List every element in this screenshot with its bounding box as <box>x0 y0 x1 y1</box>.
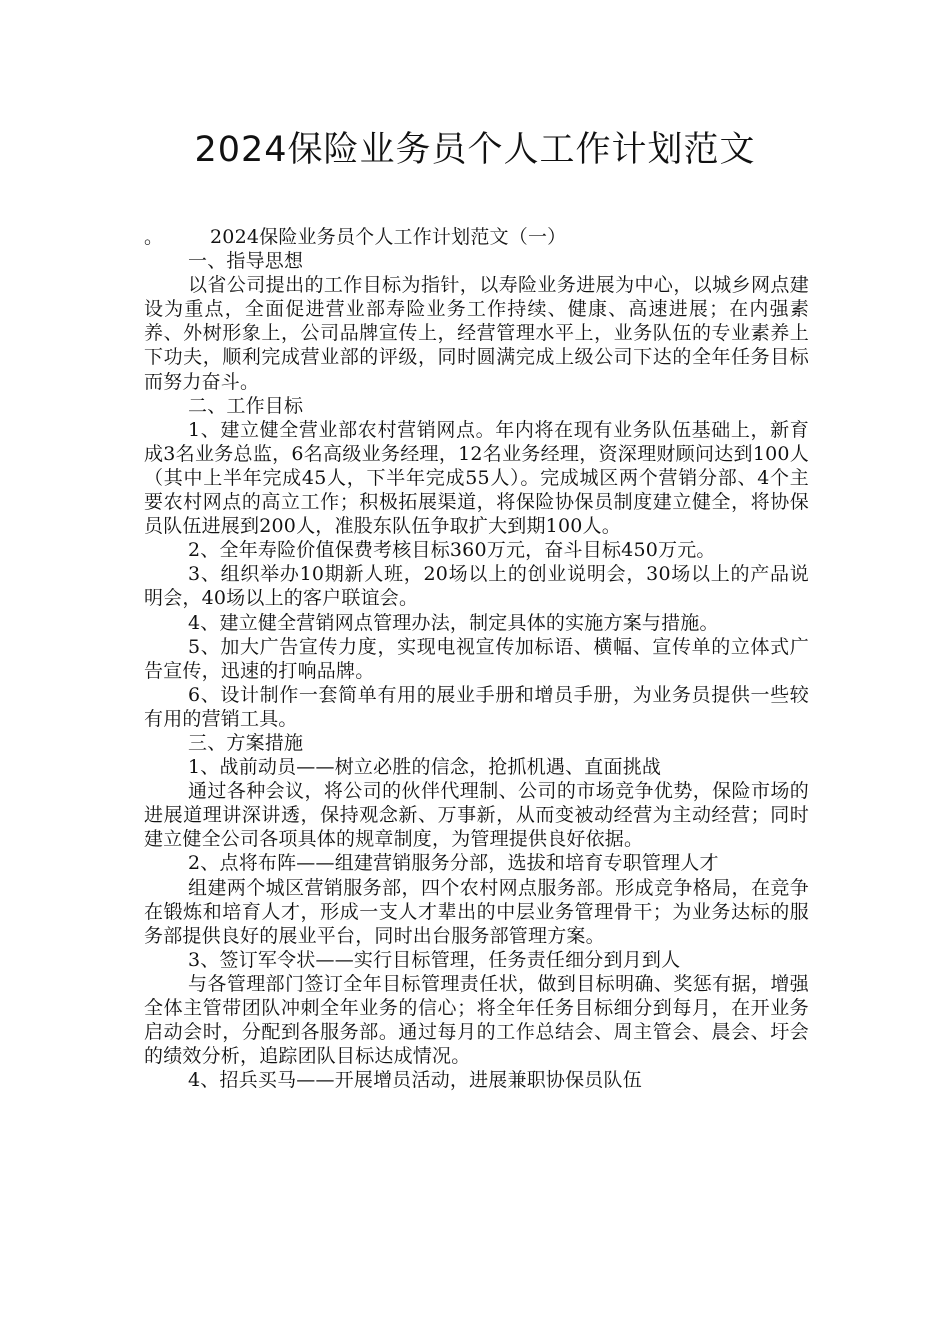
document-subtitle <box>144 225 809 249</box>
document-body <box>144 225 809 1092</box>
section-heading: 三、方案措施 <box>188 731 304 754</box>
subtitle-text: 2024保险业务员个人工作计划范文（一） <box>210 226 567 248</box>
paragraph: 3、组织举办10期新人班，20场以上的创业说明会，30场以上的产品说明会，40场以上的客户联谊会。 <box>144 563 809 610</box>
document-title: 2024保险业务员个人工作计划范文 <box>194 130 756 170</box>
subsection-heading: 2、点将布阵——组建营销服务分部，选拔和培育专职管理人才 <box>188 852 719 875</box>
paragraph: 2、全年寿险价值保费考核目标360万元，奋斗目标450万元。 <box>188 539 716 562</box>
section-heading: 一、指导思想 <box>188 250 304 273</box>
subsection-heading: 1、战前动员——树立必胜的信念，抢抓机遇、直面挑战 <box>188 756 662 779</box>
paragraph: 1、建立健全营业部农村营销网点。年内将在现有业务队伍基础上，新育成3名业务总监，6名高级业务经理，12名业务经理，资深理财顾问达到100人（其中上半年完成45人，下半年完成55人）。完成城区两个营销分部、4个主要农村网点的高立工作；积极拓展渠道，将保险协保员制度建立健全，将协保员队伍进展到200人，准股东队伍争取扩大到期100人。 <box>144 418 809 538</box>
section-heading: 二、工作目标 <box>188 394 304 417</box>
paragraph: 4、建立健全营销网点管理办法，制定具体的实施方案与措施。 <box>188 611 719 634</box>
paragraph: 6、设计制作一套简单有用的展业手册和增员手册，为业务员提供一些较有用的营销工具。 <box>144 683 809 730</box>
paragraph: 与各管理部门签订全年目标管理责任状，做到目标明确、奖惩有据，增强全体主管带团队冲刺全年业务的信心；将全年任务目标细分到每月，在开业务启动会时，分配到各服务部。通过每月的工作总结会、周主管会、晨会、圩会的绩效分析，追踪团队目标达成情况。 <box>144 972 809 1068</box>
subsection-heading: 3、签订军令状——实行目标管理，任务责任细分到月到人 <box>188 948 681 971</box>
paragraph: 5、加大广告宣传力度，实现电视宣传加标语、横幅、宣传单的立体式广告宣传，迅速的打响品牌。 <box>144 635 809 682</box>
paragraph: 以省公司提出的工作目标为指针，以寿险业务进展为中心，以城乡网点建设为重点，全面促进营业部寿险业务工作持续、健康、高速进展；在内强素养、外树形象上，公司品牌宣传上，经营管理水平上，业务队伍的专业素养上下功夫，顺利完成营业部的评级，同时圆满完成上级公司下达的全年任务目标而努力奋斗。 <box>144 274 809 393</box>
subsection-heading: 4、招兵买马——开展增员活动，进展兼职协保员队伍 <box>188 1069 642 1092</box>
paragraph: 组建两个城区营销服务部，四个农村网点服务部。形成竞争格局，在竞争在锻炼和培育人才，形成一支人才辈出的中层业务管理骨干；为业务达标的服务部提供良好的展业平台，同时出台服务部管理方案。 <box>144 876 809 947</box>
subtitle-mark: 。 <box>144 226 164 248</box>
paragraph: 通过各种会议，将公司的伙伴代理制、公司的市场竞争优势，保险市场的进展道理讲深讲透，保持观念新、万事新，从而变被动经营为主动经营；同时建立健全公司各项具体的规章制度，为管理提供良好依据。 <box>144 780 809 851</box>
